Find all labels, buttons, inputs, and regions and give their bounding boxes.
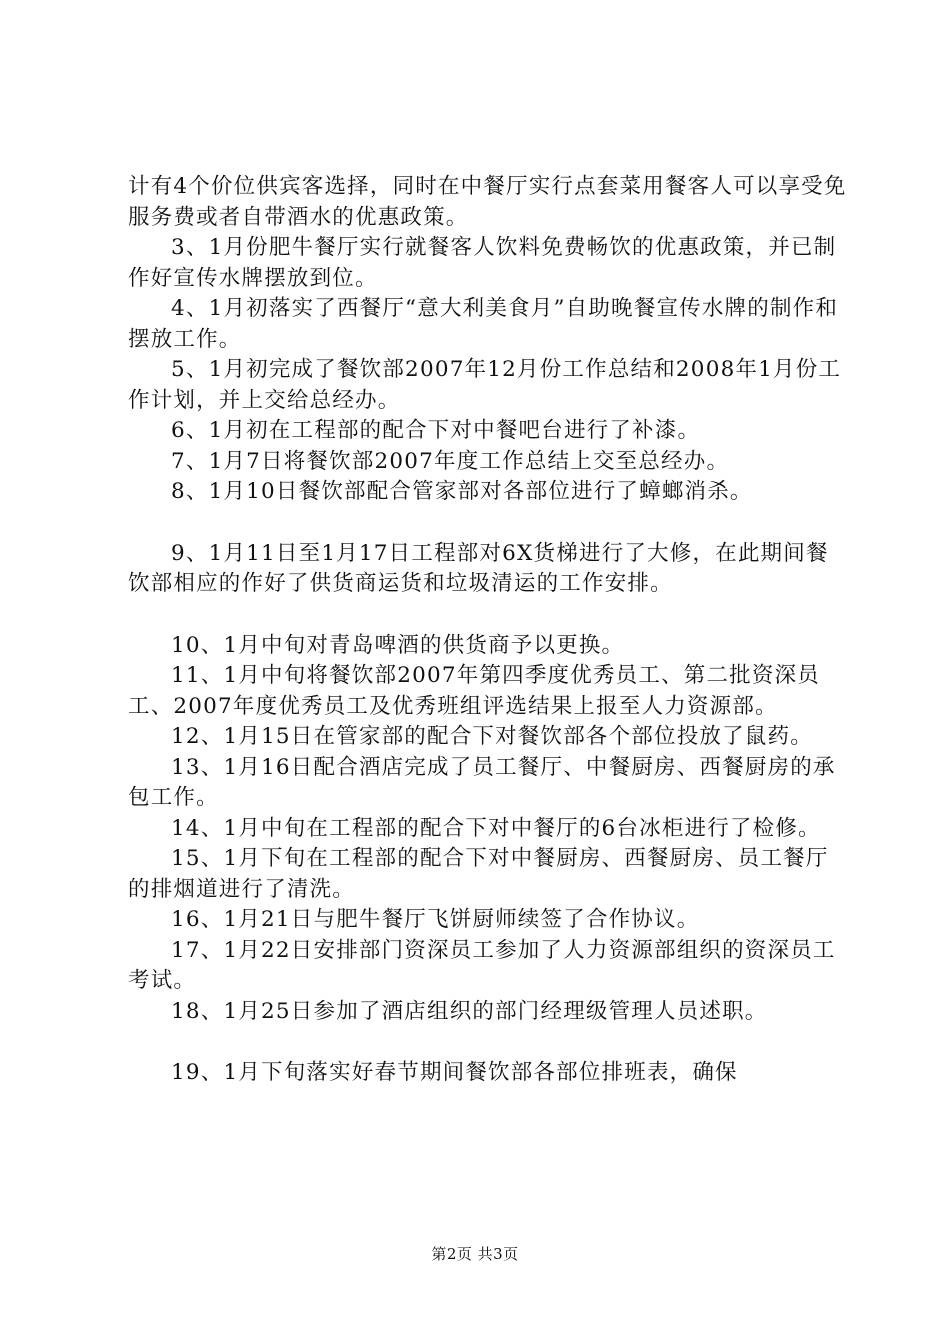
paragraph-item-17: 17、1月22日安排部门资深员工参加了人力资源部组织的资深员工考试。 [128,937,836,993]
page-number-footer: 第2页 共3页 [431,1245,519,1263]
paragraph-item-13: 13、1月16日配合酒店完成了员工餐厅、中餐厨房、西餐厨房的承包工作。 [128,754,836,810]
paragraph-continuation: 计有4个价位供宾客选择，同时在中餐厅实行点套菜用餐客人可以享受免服务费或者自带酒水的优惠政策。 [128,174,847,230]
paragraph-item-18: 18、1月25日参加了酒店组织的部门经理级管理人员述职。 [171,998,768,1024]
paragraph-item-12: 12、1月15日在管家部的配合下对餐饮部各个部位投放了鼠药。 [171,724,813,749]
paragraph-item-10: 10、1月中旬对青岛啤酒的供货商予以更换。 [171,632,625,658]
paragraph-item-8: 8、1月10日餐饮部配合管家部对各部位进行了蟑螂消杀。 [171,479,753,504]
paragraph-item-15: 15、1月下旬在工程部的配合下对中餐厨房、西餐厨房、员工餐厅的排烟道进行了清洗。 [128,846,829,902]
paragraph-item-16: 16、1月21日与肥牛餐厅飞饼厨师续签了合作协议。 [171,907,700,932]
paragraph-item-9: 9、1月11日至1月17日工程部对6X货梯进行了大修，在此期间餐饮部相应的作好了供货商运货和垃圾清运的工作安排。 [128,540,829,596]
document-body [128,172,848,1089]
paragraph-item-14: 14、1月中旬在工程部的配合下对中餐厅的6台冰柜进行了检修。 [171,815,821,841]
paragraph-item-19: 19、1月下旬落实好春节期间餐饮部各部位排班表，确保 [171,1060,738,1085]
paragraph-item-5: 5、1月初完成了餐饮部2007年12月份工作总结和2008年1月份工作计划，并上交给总经办。 [128,357,842,413]
paragraph-item-6: 6、1月初在工程部的配合下对中餐吧台进行了补漆。 [171,418,701,443]
paragraph-item-11: 11、1月中旬将餐饮部2007年第四季度优秀员工、第二批资深员工、2007年度优秀员工及优秀班组评选结果上报至人力资源部。 [128,663,820,719]
paragraph-item-3: 3、1月份肥牛餐厅实行就餐客人饮料免费畅饮的优惠政策，并已制作好宣传水牌摆放到位。 [128,235,837,291]
paragraph-item-7: 7、1月7日将餐饮部2007年度工作总结上交至总经办。 [171,448,730,474]
paragraph-item-4: 4、1月初落实了西餐厅“意大利美食月”自助晚餐宣传水牌的制作和摆放工作。 [128,296,839,352]
